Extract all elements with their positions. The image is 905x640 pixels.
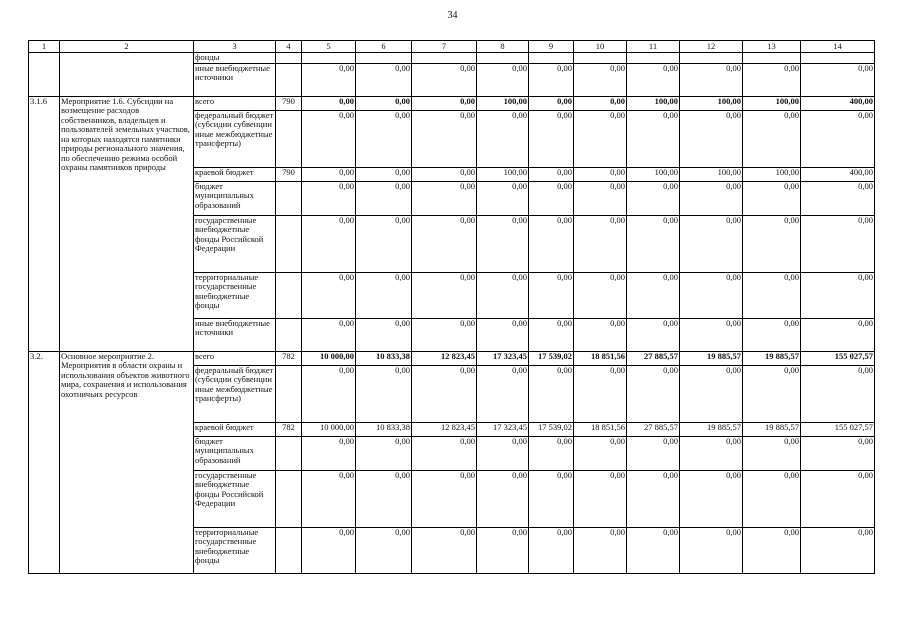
- funding-source: территориальные государственные внебюджетные фонды: [194, 272, 276, 318]
- amount-cell: 0,00: [680, 527, 743, 573]
- amount-cell: 17 539,02: [529, 351, 574, 365]
- column-header-13: 13: [743, 41, 801, 53]
- column-header-5: 5: [302, 41, 356, 53]
- amount-cell: 0,00: [627, 436, 680, 470]
- amount-cell: 0,00: [743, 470, 801, 527]
- amount-cell: 18 851,56: [574, 422, 627, 436]
- amount-cell: 0,00: [801, 110, 875, 167]
- amount-cell: 0,00: [680, 365, 743, 422]
- amount-cell: 0,00: [574, 110, 627, 167]
- amount-cell: 0,00: [302, 215, 356, 272]
- amount-cell: 0,00: [574, 272, 627, 318]
- funding-source: всего: [194, 96, 276, 110]
- amount-cell: 0,00: [356, 470, 412, 527]
- amount-cell: [680, 53, 743, 64]
- funding-source: государственные внебюджетные фонды Российской Федерации: [194, 215, 276, 272]
- amount-cell: 0,00: [477, 110, 529, 167]
- budget-code: 790: [276, 167, 302, 181]
- amount-cell: 0,00: [801, 527, 875, 573]
- amount-cell: 0,00: [680, 181, 743, 215]
- budget-code: [276, 110, 302, 167]
- amount-cell: 0,00: [801, 272, 875, 318]
- amount-cell: 0,00: [743, 365, 801, 422]
- amount-cell: 0,00: [356, 167, 412, 181]
- amount-cell: 0,00: [412, 318, 477, 351]
- amount-cell: 19 885,57: [680, 422, 743, 436]
- amount-cell: 0,00: [412, 470, 477, 527]
- amount-cell: 0,00: [412, 63, 477, 96]
- amount-cell: 19 885,57: [680, 351, 743, 365]
- amount-cell: 100,00: [627, 96, 680, 110]
- budget-code: [276, 365, 302, 422]
- amount-cell: [529, 53, 574, 64]
- continuation-number-cell: [29, 53, 60, 97]
- amount-cell: [627, 53, 680, 64]
- budget-code: [276, 181, 302, 215]
- amount-cell: 10 833,38: [356, 422, 412, 436]
- amount-cell: 0,00: [412, 365, 477, 422]
- column-header-3: 3: [194, 41, 276, 53]
- amount-cell: 0,00: [356, 365, 412, 422]
- amount-cell: 0,00: [574, 318, 627, 351]
- amount-cell: [743, 53, 801, 64]
- amount-cell: 0,00: [529, 181, 574, 215]
- column-header-10: 10: [574, 41, 627, 53]
- amount-cell: 0,00: [743, 436, 801, 470]
- amount-cell: 0,00: [356, 96, 412, 110]
- measure-number: 3.2.: [29, 351, 60, 573]
- funding-source: иные внебюджетные источники: [194, 63, 276, 96]
- amount-cell: 0,00: [574, 63, 627, 96]
- amount-cell: 19 885,57: [743, 351, 801, 365]
- amount-cell: 0,00: [356, 527, 412, 573]
- amount-cell: 19 885,57: [743, 422, 801, 436]
- amount-cell: 0,00: [743, 318, 801, 351]
- amount-cell: 0,00: [627, 110, 680, 167]
- amount-cell: 0,00: [529, 96, 574, 110]
- amount-cell: 0,00: [412, 167, 477, 181]
- column-header-14: 14: [801, 41, 875, 53]
- budget-code: [276, 527, 302, 573]
- amount-cell: 0,00: [477, 470, 529, 527]
- amount-cell: 0,00: [412, 527, 477, 573]
- amount-cell: 0,00: [477, 63, 529, 96]
- budget-code: 790: [276, 96, 302, 110]
- amount-cell: 0,00: [477, 365, 529, 422]
- amount-cell: 0,00: [574, 470, 627, 527]
- amount-cell: 0,00: [302, 365, 356, 422]
- budget-code: 782: [276, 351, 302, 365]
- amount-cell: 0,00: [529, 318, 574, 351]
- amount-cell: 0,00: [574, 215, 627, 272]
- amount-cell: 0,00: [743, 527, 801, 573]
- amount-cell: 0,00: [302, 470, 356, 527]
- column-header-8: 8: [477, 41, 529, 53]
- amount-cell: 10 833,38: [356, 351, 412, 365]
- amount-cell: 0,00: [743, 110, 801, 167]
- amount-cell: 0,00: [356, 63, 412, 96]
- amount-cell: [412, 53, 477, 64]
- amount-cell: 0,00: [356, 110, 412, 167]
- amount-cell: 0,00: [302, 272, 356, 318]
- amount-cell: 0,00: [302, 436, 356, 470]
- amount-cell: 0,00: [574, 181, 627, 215]
- amount-cell: 100,00: [680, 167, 743, 181]
- amount-cell: 0,00: [529, 470, 574, 527]
- amount-cell: [477, 53, 529, 64]
- amount-cell: 0,00: [477, 527, 529, 573]
- amount-cell: 0,00: [801, 181, 875, 215]
- amount-cell: 0,00: [529, 167, 574, 181]
- amount-cell: 0,00: [680, 110, 743, 167]
- amount-cell: 0,00: [743, 63, 801, 96]
- amount-cell: 100,00: [627, 167, 680, 181]
- budget-code: [276, 215, 302, 272]
- amount-cell: 0,00: [627, 527, 680, 573]
- amount-cell: 18 851,56: [574, 351, 627, 365]
- amount-cell: 0,00: [743, 272, 801, 318]
- amount-cell: 0,00: [302, 63, 356, 96]
- amount-cell: 0,00: [680, 215, 743, 272]
- measure-title: Основное мероприятие 2. Мероприятия в области охраны и использования объектов животного мира, сохранения и использования охотничьих ресурсов: [60, 351, 194, 573]
- amount-cell: 155 027,57: [801, 351, 875, 365]
- budget-code: [276, 53, 302, 64]
- amount-cell: 100,00: [743, 167, 801, 181]
- amount-cell: 0,00: [356, 436, 412, 470]
- amount-cell: 400,00: [801, 96, 875, 110]
- amount-cell: 0,00: [477, 181, 529, 215]
- column-header-11: 11: [627, 41, 680, 53]
- amount-cell: 400,00: [801, 167, 875, 181]
- column-header-1: 1: [29, 41, 60, 53]
- amount-cell: 0,00: [356, 318, 412, 351]
- amount-cell: 0,00: [412, 96, 477, 110]
- amount-cell: 10 000,00: [302, 422, 356, 436]
- budget-code: [276, 470, 302, 527]
- amount-cell: 17 539,02: [529, 422, 574, 436]
- amount-cell: 100,00: [680, 96, 743, 110]
- amount-cell: 0,00: [529, 272, 574, 318]
- amount-cell: [302, 53, 356, 64]
- amount-cell: 0,00: [477, 318, 529, 351]
- funding-source: федеральный бюджет (субсидии субвенции иные межбюджетные трансферты): [194, 365, 276, 422]
- funding-source: бюджет муниципальных образований: [194, 436, 276, 470]
- amount-cell: 0,00: [302, 96, 356, 110]
- amount-cell: 100,00: [477, 96, 529, 110]
- amount-cell: 0,00: [801, 215, 875, 272]
- amount-cell: 0,00: [302, 110, 356, 167]
- funding-source: фонды: [194, 53, 276, 64]
- column-header-6: 6: [356, 41, 412, 53]
- table-row: [29, 53, 875, 64]
- amount-cell: 0,00: [743, 215, 801, 272]
- column-header-7: 7: [412, 41, 477, 53]
- budget-code: [276, 318, 302, 351]
- column-number-row: [29, 41, 875, 53]
- amount-cell: 0,00: [627, 63, 680, 96]
- amount-cell: 0,00: [477, 272, 529, 318]
- amount-cell: 0,00: [680, 63, 743, 96]
- table-row: [29, 96, 875, 110]
- budget-code: 782: [276, 422, 302, 436]
- amount-cell: 0,00: [356, 181, 412, 215]
- amount-cell: 0,00: [302, 527, 356, 573]
- amount-cell: 0,00: [356, 215, 412, 272]
- column-header-12: 12: [680, 41, 743, 53]
- amount-cell: 0,00: [743, 181, 801, 215]
- funding-source: всего: [194, 351, 276, 365]
- amount-cell: [801, 53, 875, 64]
- column-header-4: 4: [276, 41, 302, 53]
- amount-cell: 0,00: [477, 436, 529, 470]
- amount-cell: 0,00: [627, 272, 680, 318]
- amount-cell: 0,00: [627, 365, 680, 422]
- amount-cell: 0,00: [574, 167, 627, 181]
- amount-cell: 155 027,57: [801, 422, 875, 436]
- amount-cell: 0,00: [574, 436, 627, 470]
- amount-cell: 0,00: [529, 365, 574, 422]
- amount-cell: 0,00: [529, 110, 574, 167]
- funding-source: краевой бюджет: [194, 422, 276, 436]
- amount-cell: 0,00: [680, 470, 743, 527]
- amount-cell: 0,00: [680, 318, 743, 351]
- budget-code: [276, 436, 302, 470]
- amount-cell: 0,00: [574, 527, 627, 573]
- amount-cell: 0,00: [801, 470, 875, 527]
- funding-source: бюджет муниципальных образований: [194, 181, 276, 215]
- funding-source: государственные внебюджетные фонды Российской Федерации: [194, 470, 276, 527]
- page-number: 34: [447, 10, 458, 21]
- amount-cell: 0,00: [412, 436, 477, 470]
- amount-cell: 0,00: [412, 215, 477, 272]
- amount-cell: 0,00: [529, 436, 574, 470]
- amount-cell: 0,00: [356, 272, 412, 318]
- amount-cell: 10 000,00: [302, 351, 356, 365]
- funding-source: краевой бюджет: [194, 167, 276, 181]
- amount-cell: 0,00: [412, 272, 477, 318]
- amount-cell: 0,00: [627, 215, 680, 272]
- amount-cell: 17 323,45: [477, 422, 529, 436]
- amount-cell: 0,00: [680, 272, 743, 318]
- column-header-9: 9: [529, 41, 574, 53]
- continuation-title-cell: [60, 53, 194, 97]
- amount-cell: 0,00: [627, 470, 680, 527]
- amount-cell: 0,00: [574, 96, 627, 110]
- amount-cell: [574, 53, 627, 64]
- amount-cell: 0,00: [801, 436, 875, 470]
- amount-cell: 27 885,57: [627, 422, 680, 436]
- budget-table: [28, 40, 875, 574]
- amount-cell: 0,00: [574, 365, 627, 422]
- table-row: [29, 351, 875, 365]
- amount-cell: 0,00: [302, 167, 356, 181]
- amount-cell: 27 885,57: [627, 351, 680, 365]
- amount-cell: 0,00: [680, 436, 743, 470]
- budget-code: [276, 272, 302, 318]
- budget-code: [276, 63, 302, 96]
- funding-source: иные внебюджетные источники: [194, 318, 276, 351]
- amount-cell: 100,00: [477, 167, 529, 181]
- amount-cell: 12 823,45: [412, 351, 477, 365]
- amount-cell: 0,00: [801, 365, 875, 422]
- column-header-2: 2: [60, 41, 194, 53]
- measure-number: 3.1.6: [29, 96, 60, 351]
- amount-cell: [356, 53, 412, 64]
- amount-cell: 0,00: [529, 63, 574, 96]
- funding-source: федеральный бюджет (субсидии субвенции иные межбюджетные трансферты): [194, 110, 276, 167]
- amount-cell: 0,00: [302, 318, 356, 351]
- measure-title: Мероприятие 1.6. Субсидии на возмещение расходов собственников, владельцев и пользователей земельных участков, на которых находятся памятники природы регионального значения, по обеспечению режима особой охраны памятников природы: [60, 96, 194, 351]
- amount-cell: 0,00: [627, 181, 680, 215]
- amount-cell: 0,00: [529, 527, 574, 573]
- amount-cell: 0,00: [412, 110, 477, 167]
- amount-cell: 0,00: [477, 215, 529, 272]
- amount-cell: 100,00: [743, 96, 801, 110]
- amount-cell: 12 823,45: [412, 422, 477, 436]
- amount-cell: 0,00: [801, 318, 875, 351]
- amount-cell: 0,00: [627, 318, 680, 351]
- amount-cell: 0,00: [302, 181, 356, 215]
- amount-cell: 0,00: [412, 181, 477, 215]
- amount-cell: 17 323,45: [477, 351, 529, 365]
- funding-source: территориальные государственные внебюджетные фонды: [194, 527, 276, 573]
- amount-cell: 0,00: [529, 215, 574, 272]
- amount-cell: 0,00: [801, 63, 875, 96]
